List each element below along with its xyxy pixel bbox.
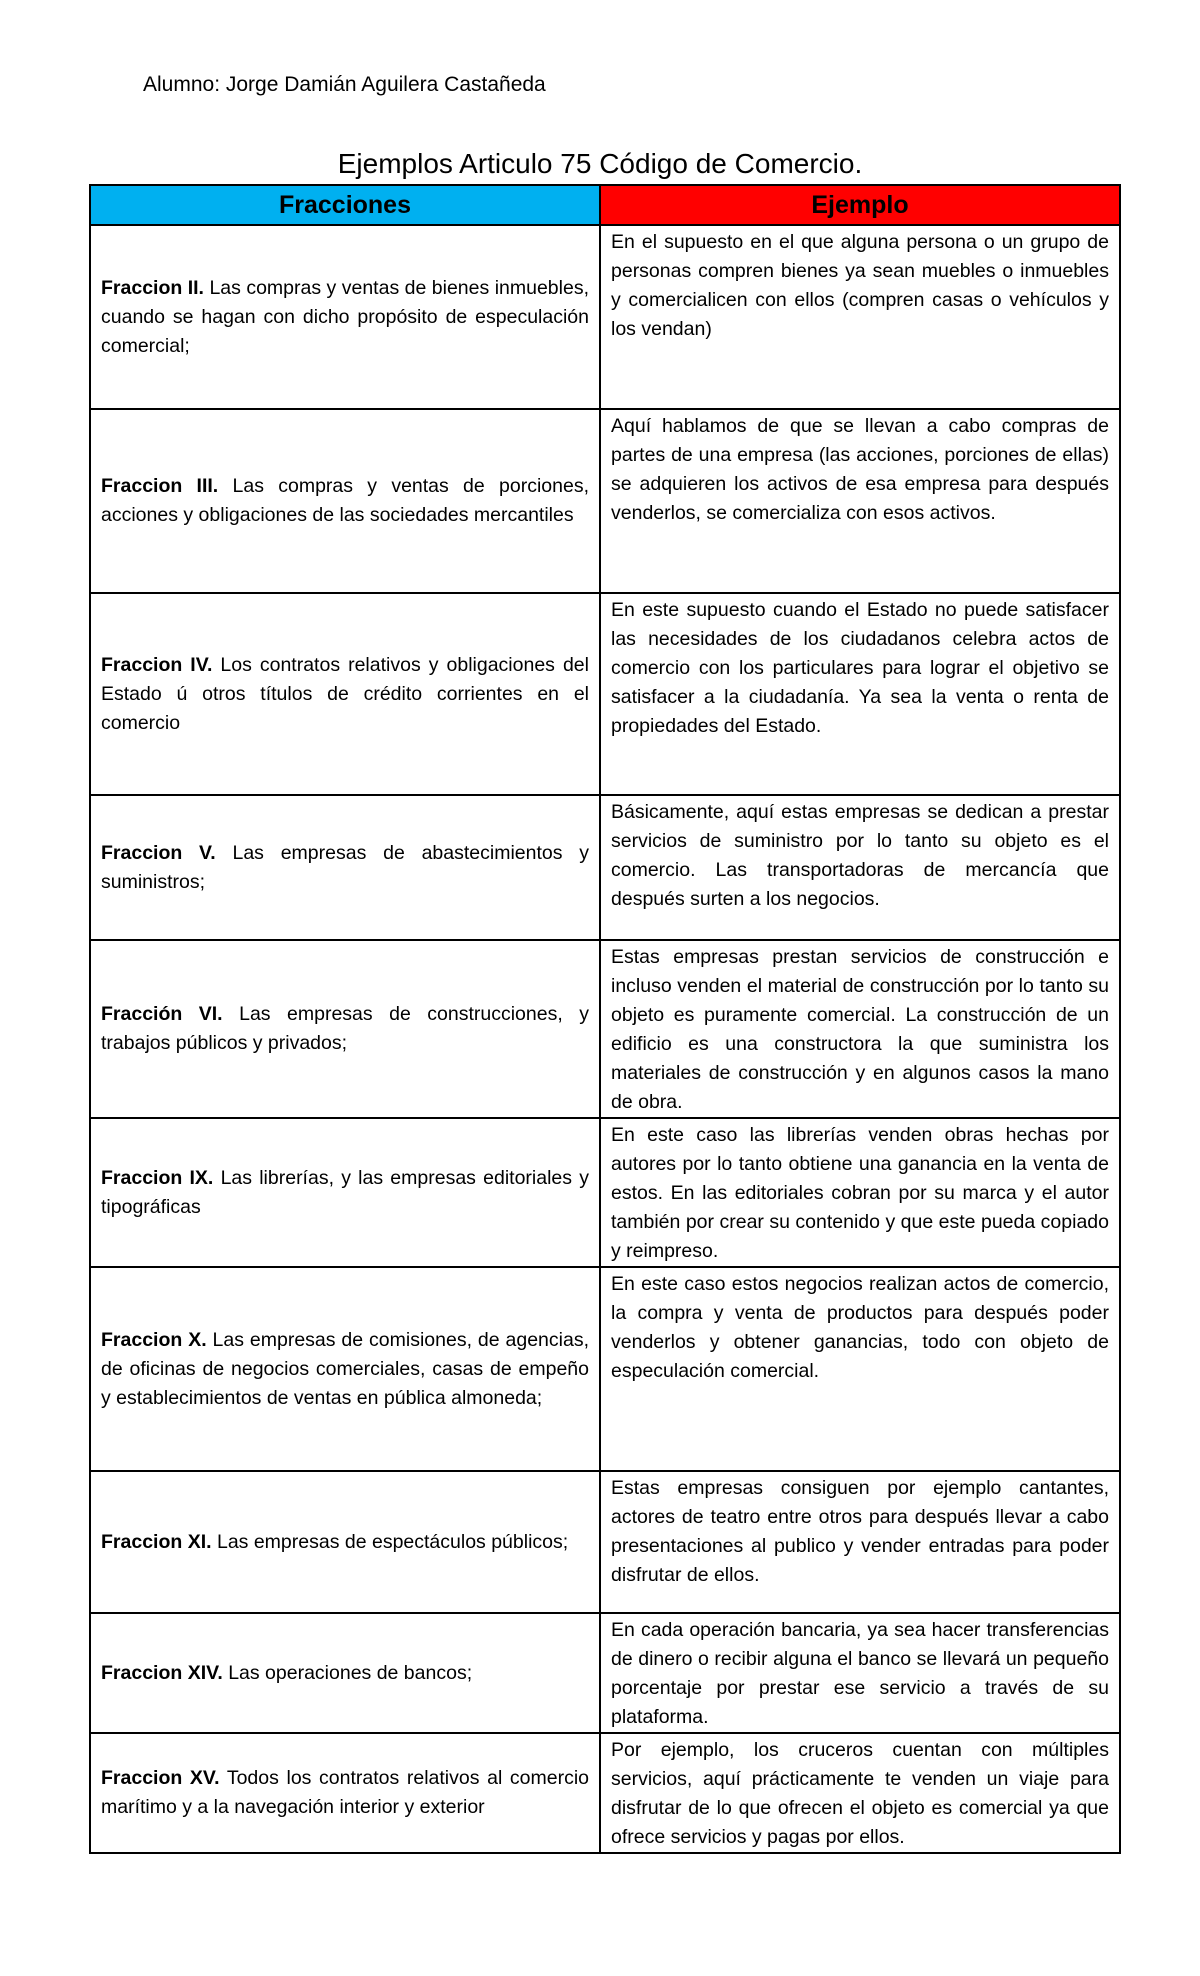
header-ejemplo: Ejemplo	[600, 185, 1120, 225]
table-row	[90, 1267, 1120, 1471]
fraction-cell	[90, 593, 600, 795]
fraction-number: Fraccion II.	[101, 276, 204, 299]
fraction-cell	[90, 1118, 600, 1267]
fraction-text: Las compras y ventas de porciones, acciones y obligaciones de las sociedades mercantiles	[101, 475, 589, 526]
fraction-cell	[90, 940, 600, 1118]
table-row	[90, 225, 1120, 409]
fraction-cell	[90, 1733, 600, 1853]
example-cell: Por ejemplo, los cruceros cuentan con múltiples servicios, aquí prácticamente te venden un viaje para disfrutar de lo que ofrecen el objeto es comercial ya que ofrece servicios y pagas por ellos.	[600, 1733, 1120, 1853]
fraction-number: Fraccion XI.	[101, 1530, 212, 1553]
fraction-cell	[90, 1267, 600, 1471]
table-row	[90, 940, 1120, 1118]
fraction-text: Las empresas de espectáculos públicos;	[216, 1530, 569, 1553]
fractions-table	[89, 184, 1121, 1854]
fraction-text: Las empresas de construcciones, y trabajos públicos y privados;	[101, 1003, 589, 1054]
table-row	[90, 795, 1120, 940]
fraction-text: Las empresas de comisiones, de agencias, de oficinas de negocios comerciales, casas de empeño y establecimientos de ventas en pública almoneda;	[101, 1328, 589, 1409]
fraction-text: Las compras y ventas de bienes inmuebles, cuando se hagan con dicho propósito de especulación comercial;	[101, 276, 589, 357]
fraction-number: Fracción VI.	[101, 1003, 223, 1025]
student-name: Alumno: Jorge Damián Aguilera Castañeda	[143, 73, 546, 96]
header-fracciones: Fracciones	[90, 185, 600, 225]
fraction-text: Las librerías, y las empresas editoriales y tipográficas	[101, 1166, 589, 1218]
document-title: Ejemplos Articulo 75 Código de Comercio.	[337, 148, 863, 179]
table-row	[90, 1733, 1120, 1853]
example-cell: En el supuesto en el que alguna persona o un grupo de personas compren bienes ya sean muebles o inmuebles y comercialicen con ellos (compren casas o vehículos y los vendan)	[600, 225, 1120, 409]
table-row	[90, 1613, 1120, 1733]
example-cell: En este caso las librerías venden obras hechas por autores por lo tanto obtiene una ganancia en la venta de estos. En las editoriales cobran por su marca y el autor también por crear su contenido y que este pueda copiado y reimpreso.	[600, 1118, 1120, 1267]
example-cell: Básicamente, aquí estas empresas se dedican a prestar servicios de suministro por lo tanto su objeto es el comercio. Las transportadoras de mercancía que después surten a los negocios.	[600, 795, 1120, 940]
fraction-number: Fraccion X.	[101, 1328, 207, 1351]
table-row	[90, 409, 1120, 593]
fraction-text: Las empresas de abastecimientos y suministros;	[101, 841, 590, 893]
table-row	[90, 1471, 1120, 1613]
fraction-cell	[90, 1471, 600, 1613]
fraction-text: Todos los contratos relativos al comercio marítimo y a la navegación interior y exterior	[101, 1767, 589, 1818]
example-cell: Estas empresas consiguen por ejemplo cantantes, actores de teatro entre otros para después llevar a cabo presentaciones al publico y vender entradas para poder disfrutar de ellos.	[600, 1471, 1120, 1613]
fraction-number: Fraccion IX.	[101, 1166, 214, 1189]
fraction-number: Fraccion IV.	[101, 653, 213, 676]
fraction-number: Fraccion V.	[101, 841, 216, 864]
fraction-number: Fraccion XIV.	[101, 1661, 223, 1684]
fraction-text: Las operaciones de bancos;	[228, 1661, 473, 1684]
table-header-row	[90, 185, 1120, 225]
example-cell: En este caso estos negocios realizan actos de comercio, la compra y venta de productos para después poder venderlos y obtener ganancias, todo con objeto de especulación comercial.	[600, 1267, 1120, 1471]
table-row	[90, 593, 1120, 795]
example-cell: En cada operación bancaria, ya sea hacer transferencias de dinero o recibir alguna el banco se llevará un pequeño porcentaje por prestar ese servicio a través de su plataforma.	[600, 1613, 1120, 1733]
fraction-cell	[90, 1613, 600, 1733]
fraction-cell	[90, 225, 600, 409]
fraction-cell	[90, 795, 600, 940]
example-cell: Estas empresas prestan servicios de construcción e incluso venden el material de construcción por lo tanto su objeto es puramente comercial. La construcción de un edificio es una constructora la que suministra los materiales de construcción y en algunos casos la mano de obra.	[600, 940, 1120, 1118]
fraction-text: Los contratos relativos y obligaciones del Estado ú otros títulos de crédito corrientes en el comercio	[101, 653, 589, 734]
fraction-number: Fraccion III.	[101, 475, 219, 497]
example-cell: En este supuesto cuando el Estado no puede satisfacer las necesidades de los ciudadanos celebra actos de comercio con los particulares para lograr el objetivo se satisfacer a la ciudadanía. Ya sea la venta o renta de propiedades del Estado.	[600, 593, 1120, 795]
fraction-number: Fraccion XV.	[101, 1767, 220, 1789]
example-cell: Aquí hablamos de que se llevan a cabo compras de partes de una empresa (las acciones, porciones de ellas) se adquieren los activos de esa empresa para después venderlos, se comercializa con esos activos.	[600, 409, 1120, 593]
fraction-cell	[90, 409, 600, 593]
table-row	[90, 1118, 1120, 1267]
